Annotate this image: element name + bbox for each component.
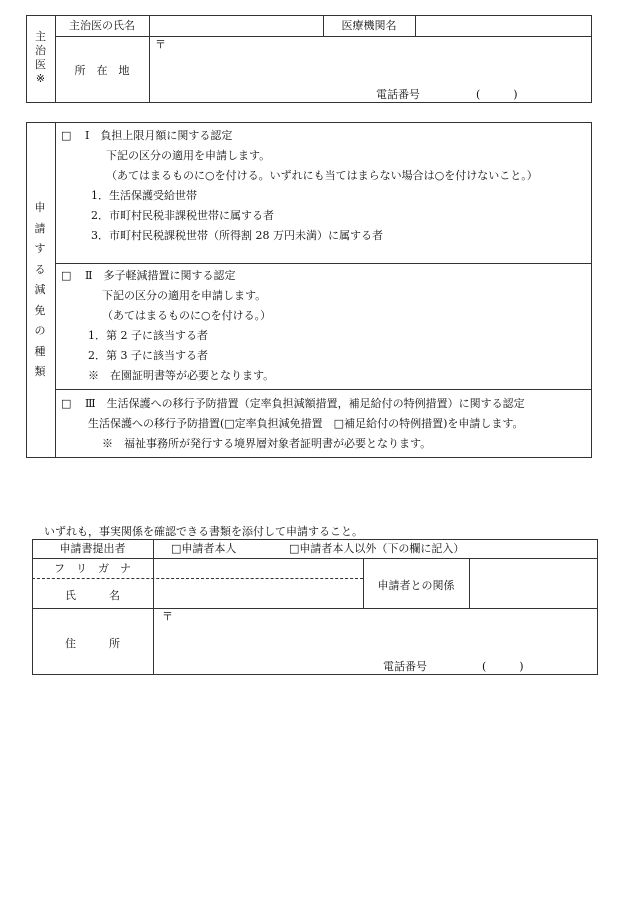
section1-line2: （あてはまるものに○を付ける。いずれにも当てはまらない場合は○を付けないこと。） <box>106 169 538 182</box>
doctor-name-field[interactable] <box>150 16 322 35</box>
doctor-name-label: 主治医の氏名 <box>69 19 135 32</box>
side-char: の <box>34 324 46 337</box>
applicant-address-label: 住 所 <box>65 637 120 650</box>
applicant-name-label: 氏 名 <box>65 589 120 602</box>
section1-item-1[interactable]: 1．生活保護受給世帯 <box>91 189 197 202</box>
doctor-institution-label: 医療機関名 <box>341 19 397 32</box>
side-char: 種 <box>34 344 46 358</box>
section1-item-3[interactable]: 3．市町村民税課税世帯（所得割 28 万円未満）に属する者 <box>91 229 383 242</box>
applicant-phone-label: 電話番号 <box>383 660 427 673</box>
reduction-divider-2 <box>55 389 592 390</box>
submitter-option-other[interactable]: □申請者本人以外（下の欄に記入） <box>289 542 465 555</box>
reduction-side-divider <box>55 122 56 458</box>
applicant-phone-paren: ( ) <box>482 660 524 673</box>
section3-line1: 生活保護への移行予防措置(□定率負担減免措置 □補足給付の特例措置)を申請します。 <box>88 417 524 430</box>
side-char: 治 <box>35 44 46 57</box>
doctor-institution-field[interactable] <box>416 16 591 35</box>
side-char: 医 <box>35 58 46 71</box>
furigana-field[interactable] <box>154 559 362 577</box>
section1-line1: 下記の区分の適用を申請します。 <box>106 149 271 162</box>
side-char: 申 <box>34 201 46 214</box>
side-char: 主 <box>35 30 46 43</box>
applicant-name-field[interactable] <box>154 580 362 607</box>
section2-line2: （あてはまるものに○を付ける。） <box>102 309 272 322</box>
doctor-side-label <box>26 30 55 86</box>
section3-title: Ⅲ 生活保護への移行予防措置（定率負担減額措置，補足給付の特例措置）に関する認定 <box>85 397 525 410</box>
side-char: ※ <box>35 72 46 85</box>
side-char: る <box>34 262 46 276</box>
relation-label: 申請者との関係 <box>377 579 455 592</box>
side-char: 免 <box>34 303 46 317</box>
reduction-divider-1 <box>55 263 592 264</box>
applicant-address-field[interactable] <box>154 609 597 674</box>
doctor-phone-paren: ( ) <box>476 88 518 101</box>
postal-mark: 〒 <box>162 610 173 623</box>
relation-field[interactable] <box>470 559 597 607</box>
doctor-phone-label: 電話番号 <box>376 88 420 101</box>
applicant-intro: いずれも，事実関係を確認できる書類を添付して申請すること。 <box>44 525 363 538</box>
submitter-option-self[interactable]: □申請者本人 <box>171 542 237 555</box>
postal-mark: 〒 <box>155 38 166 51</box>
doctor-address-field[interactable] <box>150 37 591 102</box>
section3-checkbox[interactable]: □ <box>61 397 72 410</box>
side-char: 請 <box>34 221 46 235</box>
section2-checkbox[interactable]: □ <box>61 269 72 282</box>
section2-note: ※ 在園証明書等が必要となります。 <box>88 369 275 382</box>
reduction-side-label <box>33 198 47 383</box>
furigana-label: フ リ ガ ナ <box>54 562 131 575</box>
submitter-label: 申請書提出者 <box>59 542 126 555</box>
section1-checkbox[interactable]: □ <box>61 129 72 142</box>
section2-line1: 下記の区分の適用を申請します。 <box>102 289 267 302</box>
side-char: 減 <box>34 283 46 296</box>
side-char: 類 <box>34 365 46 378</box>
doctor-address-label: 所 在 地 <box>74 64 130 77</box>
section3-note: ※ 福祉事務所が発行する境界層対象者証明書が必要となります。 <box>102 437 432 450</box>
section1-item-2[interactable]: 2．市町村民税非課税世帯に属する者 <box>91 209 274 222</box>
applicant-furigana-divider <box>32 578 363 579</box>
section2-title: Ⅱ 多子軽減措置に関する認定 <box>85 269 236 282</box>
section2-item-2[interactable]: 2．第 3 子に該当する者 <box>88 349 208 362</box>
side-char: す <box>34 242 46 255</box>
section2-item-1[interactable]: 1．第 2 子に該当する者 <box>88 329 208 342</box>
section1-title: Ⅰ 負担上限月額に関する認定 <box>85 129 233 142</box>
